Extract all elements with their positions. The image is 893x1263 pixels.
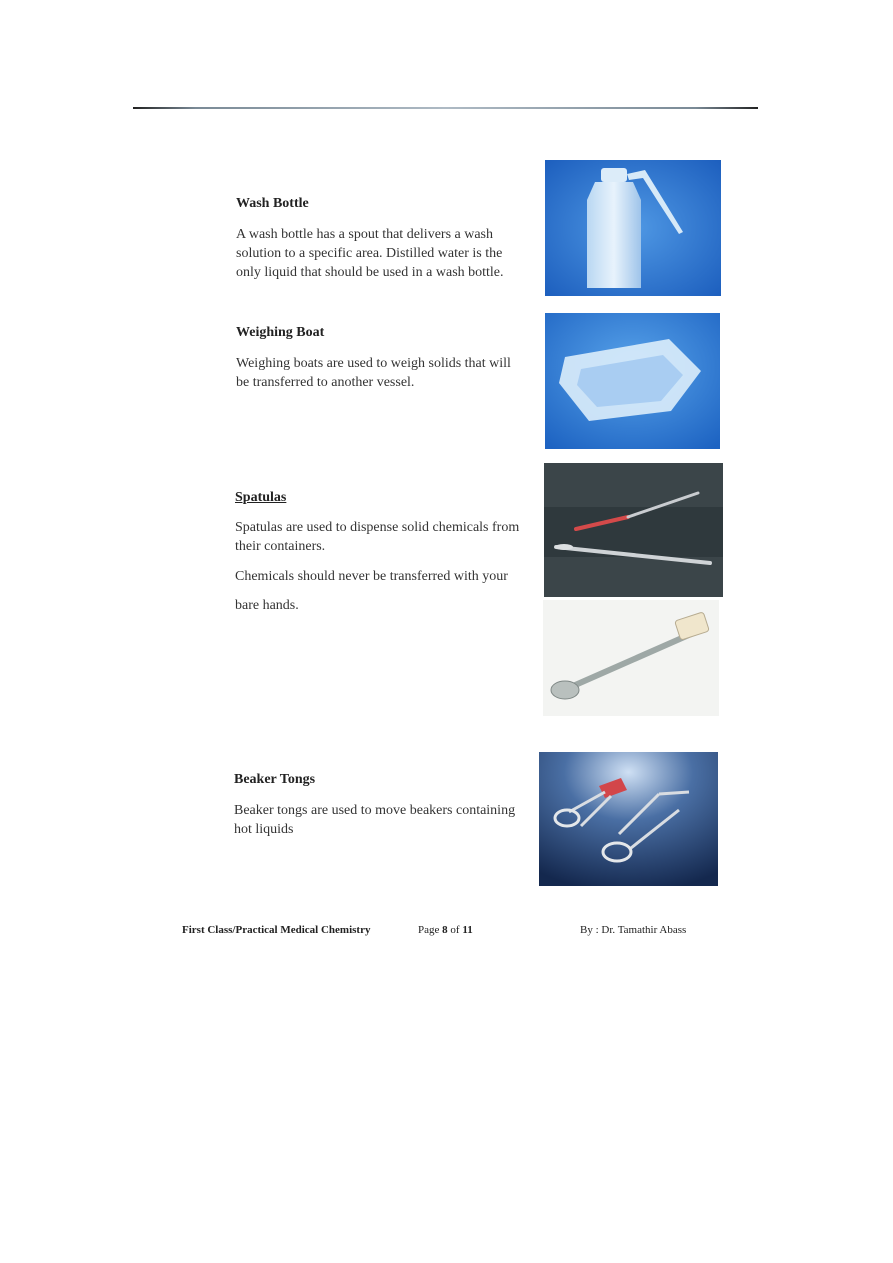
wash-bottle-photo	[545, 160, 721, 296]
footer-page-prefix: Page	[418, 924, 440, 936]
spatulas-photo	[544, 463, 723, 597]
footer-course: First Class/Practical Medical Chemistry	[182, 924, 371, 936]
beaker-tongs-text: Beaker tongs are used to move beakers containing hot liquids	[234, 803, 516, 837]
weighing-boat-text: Weighing boats are used to weigh solids that will be transferred to another vessel.	[236, 356, 511, 390]
scoop-spatula-photo	[543, 600, 719, 716]
footer-page-total: 11	[462, 924, 473, 936]
spatulas-text-1: Spatulas are used to dispense solid chemicals from their containers.	[235, 520, 520, 554]
weighing-boat-photo	[545, 313, 720, 449]
footer-page-number	[418, 924, 473, 936]
wash-bottle-heading: Wash Bottle	[236, 196, 309, 211]
spatulas-text-2: Chemicals should never be transferred with your	[235, 569, 508, 584]
wash-bottle-text: A wash bottle has a spout that delivers a wash solution to a specific area. Distilled water is the only liquid that should be used in a wash bottle.	[236, 227, 504, 280]
footer-author: By : Dr. Tamathir Abass	[580, 924, 687, 936]
beaker-tongs-photo	[539, 752, 718, 886]
spatulas-heading: Spatulas	[235, 490, 287, 505]
header-rule	[133, 107, 758, 109]
spatulas-text-3: bare hands.	[235, 598, 299, 613]
beaker-tongs-heading: Beaker Tongs	[234, 772, 316, 787]
weighing-boat-heading: Weighing Boat	[236, 325, 325, 340]
footer-page-current: 8	[442, 924, 448, 936]
footer-page-of: of	[450, 924, 460, 936]
